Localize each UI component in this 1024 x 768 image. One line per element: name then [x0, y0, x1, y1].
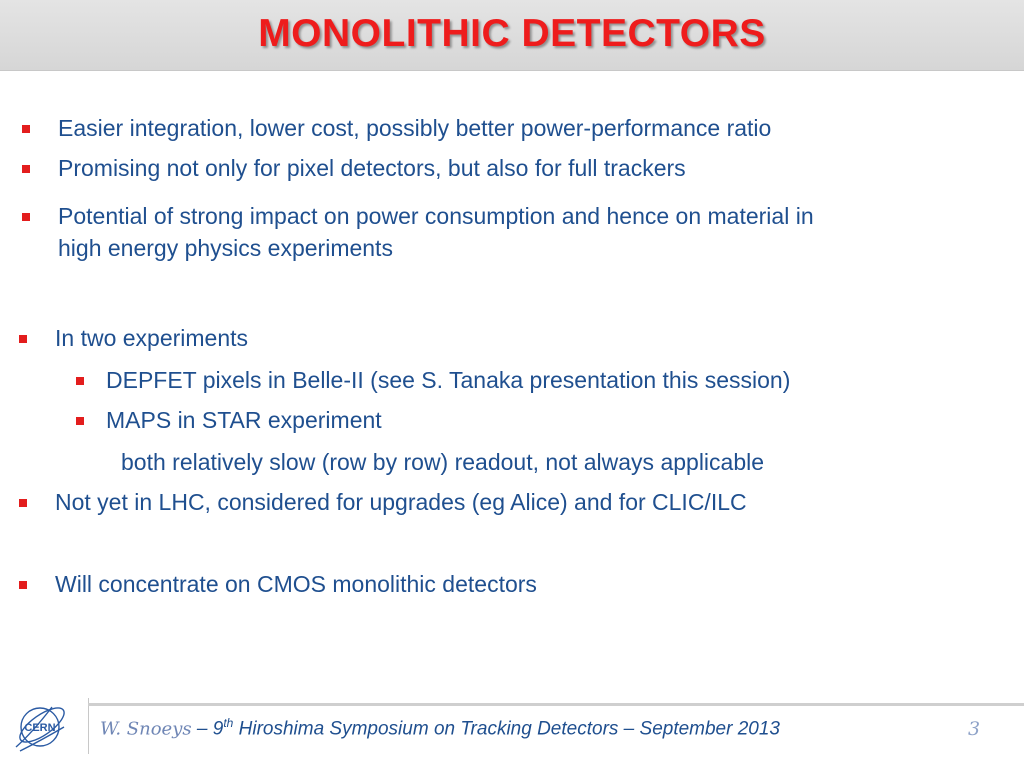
page-number: 3 — [968, 718, 981, 740]
bullet-item-3 — [58, 200, 814, 264]
footer-ordinal-suffix: th — [223, 716, 234, 730]
sub-bullet-item-2 — [106, 404, 382, 436]
bullet-text: Easier integration, lower cost, possibly better power-performance ratio — [58, 115, 772, 141]
bullet-text: Not yet in LHC, considered for upgrades (eg Alice) and for CLIC/ILC — [55, 489, 747, 515]
slide-title: MONOLITHIC DETECTORS — [258, 12, 766, 55]
bullet-text: In two experiments — [55, 325, 249, 351]
bullet-marker — [76, 377, 84, 385]
footer-rule — [88, 703, 1024, 706]
bullet-item-2 — [58, 152, 686, 184]
bullet-marker — [22, 213, 30, 221]
footer-ordinal-number: 9 — [212, 718, 224, 740]
title-bar — [0, 0, 1024, 71]
footer-divider — [88, 698, 89, 754]
cern-logo-text: CERN — [24, 722, 56, 734]
footer-dash: – — [191, 718, 213, 740]
bullet-item-4 — [55, 322, 248, 354]
footer-event: Hiroshima Symposium on Tracking Detectors – September 2013 — [233, 718, 781, 740]
bullet-marker — [76, 417, 84, 425]
bullet-item-5 — [55, 486, 747, 518]
bullet-item-6 — [55, 568, 537, 600]
footer-author: W. Snoeys — [100, 718, 192, 740]
bullet-marker — [22, 165, 30, 173]
bullet-marker — [19, 499, 27, 507]
bullet-item-1 — [58, 112, 771, 144]
bullet-text: MAPS in STAR experiment — [106, 407, 382, 433]
footer-text — [100, 716, 780, 740]
bullet-text: Will concentrate on CMOS monolithic detectors — [55, 571, 537, 597]
bullet-text: DEPFET pixels in Belle-II (see S. Tanaka presentation this session) — [106, 367, 791, 393]
sub-bullet-item-1 — [106, 364, 790, 396]
sub-bullet-note: both relatively slow (row by row) readout, not always applicable — [121, 449, 765, 475]
bullet-marker — [19, 581, 27, 589]
bullet-text-line-2: high energy physics experiments — [58, 235, 393, 261]
bullet-text: Promising not only for pixel detectors, but also for full trackers — [58, 155, 686, 181]
bullet-text-line-1: Potential of strong impact on power consumption and hence on material in — [58, 203, 814, 229]
bullet-marker — [22, 125, 30, 133]
cern-logo — [12, 697, 70, 755]
bullet-marker — [19, 335, 27, 343]
